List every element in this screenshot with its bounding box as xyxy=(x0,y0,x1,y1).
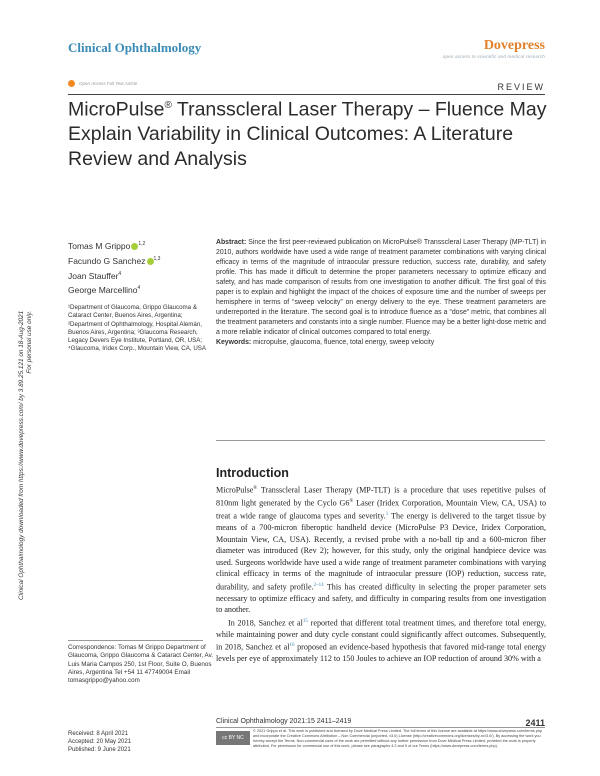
open-access-icon xyxy=(68,80,75,87)
download-sidebar xyxy=(4,160,40,600)
author: Facundo G Sanchez $^{1,3}$ xyxy=(68,255,161,266)
footer-divider xyxy=(216,727,545,728)
author: Joan Stauffer$^4$ xyxy=(68,270,122,281)
introduction-body xyxy=(216,483,546,665)
section-heading: Introduction xyxy=(216,466,289,480)
download-line: Clinical Ophthalmology downloaded from https://www.dovepress.com/ by 3.89.25.121 on 18-Aug-2021 xyxy=(18,310,25,600)
journal-name: Clinical Ophthalmology xyxy=(68,40,202,55)
cc-license-icon[interactable]: cc BY NC xyxy=(216,731,250,745)
published-date: Published: 9 June 2021 xyxy=(68,747,131,753)
footer-journal: Clinical Ophthalmology 2021:15 2411–2419 xyxy=(216,718,352,725)
correspondence: Correspondence: Tomas M Grippo Department of Glaucoma, Grippo Glaucoma & Cataract Center, Av. Luis Maria Campos 250, 1st Floor, Suite O, Buenos Aires, Argentina Tel +54 11 47749004 Email tomasgrippo@yahoo.com xyxy=(68,644,214,685)
license-text: © 2021 Grippo et al. This work is published and licensed by Dove Medical Press Limited. The full terms of this license are available at https://www.dovepress.com/terms.php and incorporate the Creative Commons Attribution – Non Commercial (unported, v3.0) License (http://creativecommons.org/licenses/by-nc/3.0/). By accessing the work you hereby accept the Terms. Non-commercial uses of the work are permitted without any further permission from Dove Medical Press Limited, provided the work is properly attributed. For permission for commercial use of this work, please see paragraphs 4.2 and 5 of our Terms (https://www.dovepress.com/terms.php). xyxy=(253,729,543,749)
publisher-logo[interactable]: Dovepress xyxy=(483,38,545,53)
orcid-icon[interactable] xyxy=(147,258,154,265)
abstract-body xyxy=(216,238,546,338)
keywords-text: micropulse, glaucoma, fluence, total energy, sweep velocity xyxy=(251,339,435,347)
citation-link[interactable]: 15 xyxy=(302,618,308,624)
open-access-label xyxy=(68,80,137,87)
title-part1: MicroPulse xyxy=(68,98,165,121)
article-dates xyxy=(68,730,131,754)
affiliations: ¹Department of Glaucoma, Grippo Glaucoma & Cataract Center, Buenos Aires, Argentina; ²Department of Ophthalmology, Hospital Alemán, Buenos Aires, Argentina; ³Glaucoma Research, Legacy Devers Eye Institute, Portland, OR, USA; ⁴Glaucoma, Iridex Corp., Mountain View, CA, USA xyxy=(68,304,207,353)
citation-link[interactable]: 1 xyxy=(385,512,389,518)
received-date: Received: 8 April 2021 xyxy=(68,731,129,737)
title-part2: Transscleral Laser Therapy – Fluence May Explain Variability in Clinical Outcomes: A Literature Review and Analysis xyxy=(68,98,547,170)
personal-use-line: For personal use only. xyxy=(26,310,33,374)
author: Tomas M Grippo $^{1,2}$ xyxy=(68,240,146,251)
correspondence-divider xyxy=(68,640,203,641)
keywords xyxy=(216,338,546,348)
keywords-label: Keywords: xyxy=(216,339,252,347)
article-title xyxy=(68,94,548,171)
citation-link[interactable]: 2–14 xyxy=(313,582,324,588)
abstract-divider xyxy=(216,440,545,441)
publisher-tagline: open access to scientific and medical research xyxy=(442,54,545,59)
paragraph: MicroPulse® Transscleral Laser Therapy (MP-TLT) is a procedure that uses repetitive pulses of 810nm light generated by the Cyclo G6® Laser (Iridex Corporation, Mountain View, CA, USA) to treat a wide range of glaucoma types and severity.$^1$ The energy is delivered to the target tissue by means of a 700-micron fiberoptic handheld device (MicroPulse P3 Device, Iridex Corporation, Mountain View, CA, USA). Recently, a revised probe with a no-ball tip and a 600-micron fiber diameter was introduced (Rev 2); however, for this study, only the original handpiece device was used. Surgeons worldwide have used a wide range of treatment parameter combinations with varying clinical efficacy in terms of the magnitude of intraocular pressure (IOP) reduction, success rate, durability, and safety profile.$^{2-14}$ This has created difficulty in selecting the proper parameter sets necessary to optimize efficacy and safety, and difficulty in comparing results from one investigation to another. xyxy=(216,485,547,615)
abstract-label: Abstract: xyxy=(216,239,247,246)
article-type: REVIEW xyxy=(497,82,545,92)
page-number: 2411 xyxy=(525,718,545,728)
citation-link[interactable]: 16 xyxy=(289,643,295,649)
download-notice xyxy=(18,311,34,600)
accepted-date: Accepted: 20 May 2021 xyxy=(68,739,132,745)
author-list xyxy=(68,238,208,297)
abstract-text: Since the first peer-reviewed publication on MicroPulse® Transscleral Laser Therapy (MP-TLT) in 2010, authors worldwide have used a wide range of treatment parameter combinations with varying clinical efficacy in terms of the magnitude of intraocular pressure reduction, success rate, durability, and safety profile. This has made it difficult to determine the proper parameters necessary to optimize efficacy and safety, and has made comparison of results from one investigation to another difficult. The first goal of this paper is to explain and highlight the impact of the choices of exposure time and the number of sweeps per hemisphere in terms of “sweep velocity” on energy delivery to the eye. These treatment parameters are underreported in the literature. The second goal is to introduce fluence as a “dose” metric, that combines all the treatment parameters and constants into a single number. Fluence may be a better light-dose metric and a more reliable indicator of clinical outcomes compared to total energy. xyxy=(216,239,546,337)
title-reg: ® xyxy=(164,100,172,111)
abstract xyxy=(216,238,546,349)
paragraph: In 2018, Sanchez et $al^{15}$ reported that different total treatment times, and therefore total energy, while maintaining power and duty cycle constant could significantly affect outcomes. Subsequently, in 2018, Sanchez et $al^{16}$ proposed an evidence-based hypothesis that favored mid-range total energy levels per eye of approximately 112 to 150 Joules to achieve an IOP reduction of around 30% with a xyxy=(216,618,547,664)
open-access-text: Open Access Full Text Article xyxy=(79,81,138,86)
author: George Marcellino$^4$ xyxy=(68,285,141,296)
